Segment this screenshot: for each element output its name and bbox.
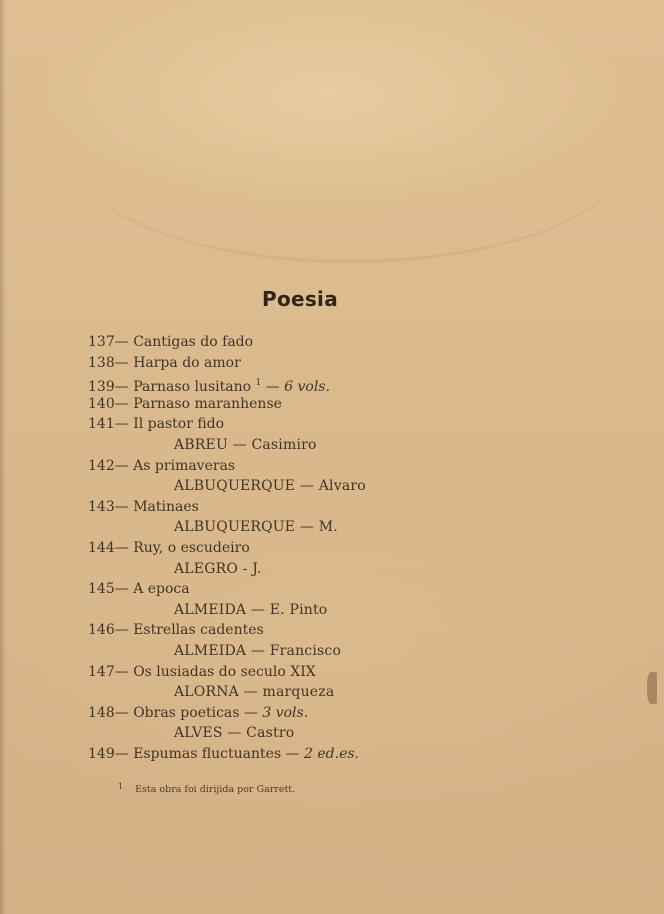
entry-number: 146 [88,622,115,639]
footnote-reference: 1 [255,378,262,389]
catalog-entry [88,579,408,600]
author-heading: ALMEIDA — E. Pinto [174,601,328,618]
entry-number: 148 [88,704,115,721]
entry-number: 141 [88,416,115,433]
entry-title: Os lusiadas do seculo XIX [133,663,316,680]
section-title: Poesia [261,287,339,311]
author-heading: ALBUQUERQUE — Alvaro [174,478,366,495]
entry-title: Estrellas cadentes [133,622,264,639]
entry-title: Obras poeticas [133,704,240,721]
entry-title: Parnaso lusitano [133,379,252,396]
catalog-entry [88,620,408,641]
catalog-entry [88,353,408,374]
catalog-entry [88,744,408,765]
entry-separator: — [114,395,129,412]
paper-stain [70,40,630,263]
author-heading: ALEGRO - J. [174,560,262,577]
catalog-entry [88,662,408,683]
author-heading: ALMEIDA — Francisco [174,642,342,659]
entry-separator: — [114,379,129,396]
entry-number: 138 [88,354,115,371]
footnote-mark: 1 [118,782,124,791]
entry-number: 144 [88,539,115,556]
catalog-entry [88,394,408,415]
entry-title: Cantigas do fado [133,334,254,350]
author-heading: ALVES — Castro [174,725,295,742]
entry-number: 149 [88,745,115,762]
entry-title: Espumas fluctuantes [133,745,282,762]
entry-title: A epoca [133,581,190,598]
catalog-entry [88,497,408,518]
page-edge-shadow [0,0,6,914]
entry-number: 142 [88,457,115,474]
entry-separator: — [114,334,129,350]
catalog-entry [88,538,408,559]
entry-separator: — [114,581,129,598]
entry-number: 145 [88,581,115,598]
entry-number: 143 [88,498,115,515]
catalog-list [88,332,408,764]
entry-title: Parnaso maranhense [133,395,282,412]
catalog-entry [88,332,408,353]
entry-number: 140 [88,395,115,412]
entry-number: 137 [88,334,115,350]
entry-separator: — [114,354,129,371]
entry-separator: — [114,457,129,474]
catalog-entry [88,456,408,477]
entry-separator: — [114,745,129,762]
catalog-entry [88,414,408,435]
catalog-entry [88,703,408,724]
author-heading: ALBUQUERQUE — M. [174,519,338,536]
volume-dash: — [265,379,280,396]
author-heading: ABREU — Casimiro [174,436,317,453]
entry-title: Matinaes [133,498,199,515]
catalog-entry [88,373,408,394]
entry-title: Il pastor fido [133,416,225,433]
entry-separator: — [114,663,129,680]
volume-note: 3 vols. [262,704,309,721]
volume-note: 6 vols. [284,379,330,396]
volume-note: 2 ed.es. [304,745,360,762]
entry-separator: — [114,539,129,556]
entry-separator: — [114,416,129,433]
entry-separator: — [114,498,129,515]
footnote [118,782,295,795]
entry-title: As primaveras [133,457,236,474]
volume-dash: — [285,745,300,762]
entry-separator: — [114,704,129,721]
entry-separator: — [114,622,129,639]
entry-title: Harpa do amor [133,354,241,371]
page-edge-mark [647,672,657,704]
entry-number: 139 [88,379,115,396]
footnote-text: Esta obra foi dirijida por Garrett. [135,784,296,795]
volume-dash: — [243,704,258,721]
entry-title: Ruy, o escudeiro [133,539,250,556]
author-heading: ALORNA — marqueza [174,684,335,701]
entry-number: 147 [88,663,115,680]
